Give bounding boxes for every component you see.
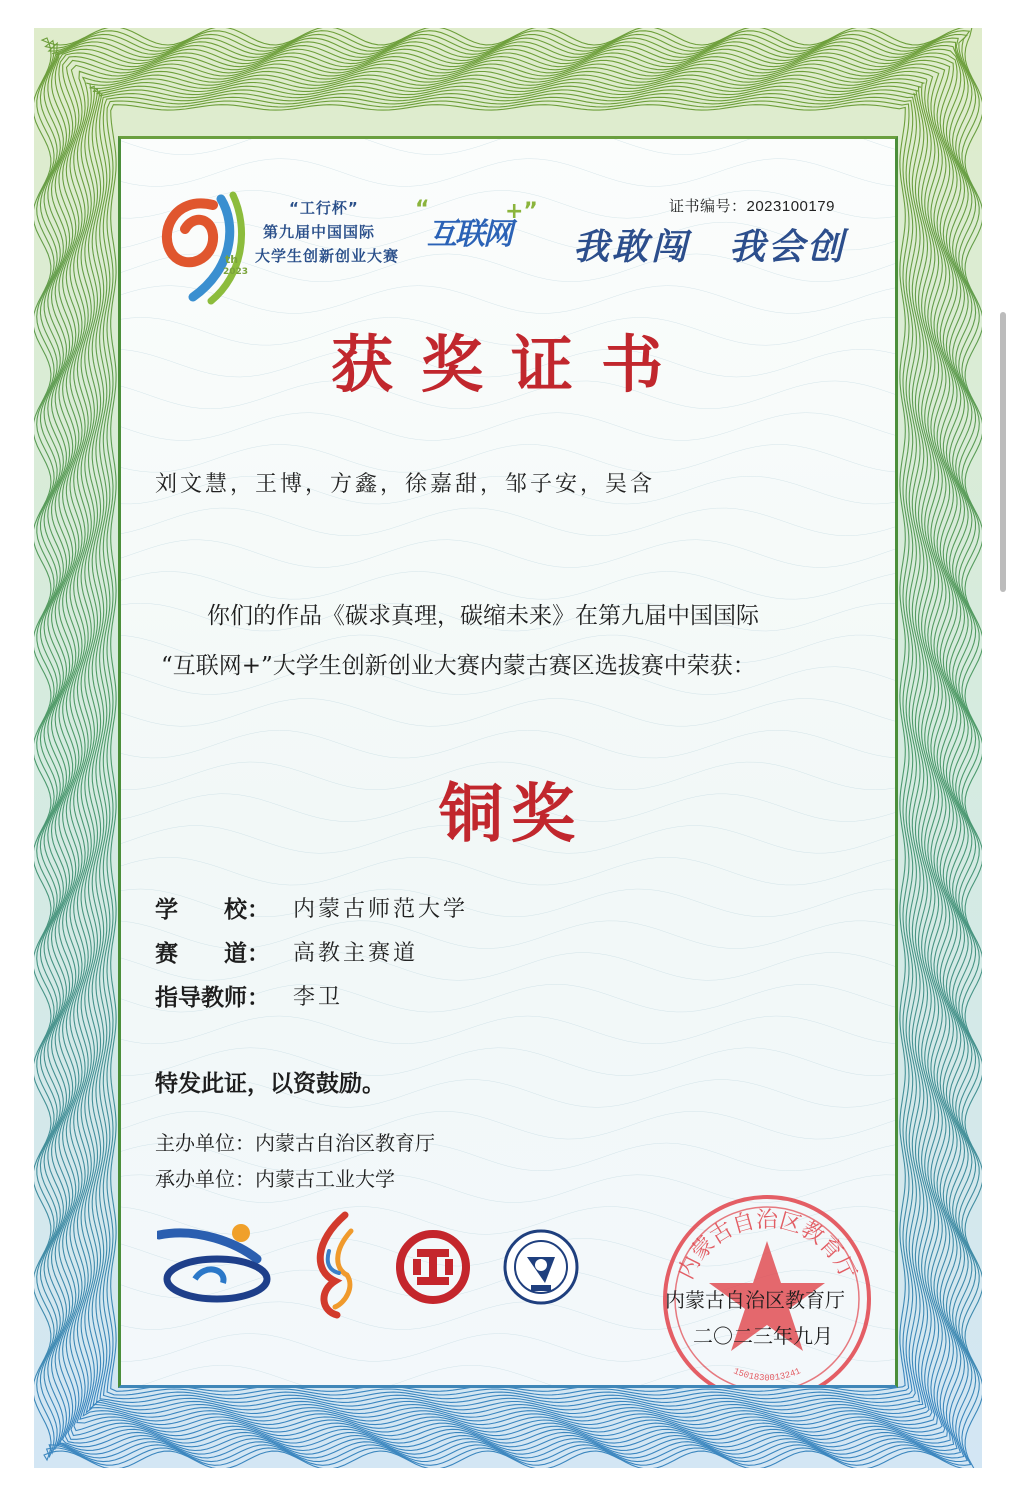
contest-9th-logo-icon <box>153 185 253 305</box>
logo-th-label: th <box>225 253 239 266</box>
internet-plus-logo-plus: +” <box>505 199 538 224</box>
issuer: 内蒙古自治区教育厅 <box>665 1290 845 1312</box>
contest-name-line3: 大学生创新创业大赛 <box>255 247 400 265</box>
closing-statement: 特发此证，以资鼓励。 <box>155 1070 385 1097</box>
background-wave <box>121 508 895 536</box>
seal-number: 1501830013241 <box>731 1366 803 1384</box>
background-wave <box>121 730 895 758</box>
host-organization: 主办单位：内蒙古自治区教育厅 <box>155 1133 435 1155</box>
background-wave <box>121 139 895 155</box>
svg-text:1501830013241 <box>732 1366 802 1383</box>
teacher-value: 李卫 <box>293 985 344 1010</box>
certificate-number: 证书编号：2023100179 <box>669 198 835 215</box>
background-wave <box>121 540 895 568</box>
internet-plus-logo-icon: 互联网 <box>427 217 511 252</box>
school-label: 学 校： <box>155 896 270 923</box>
background-wave <box>121 1016 895 1044</box>
track-value: 高教主赛道 <box>293 941 419 966</box>
scrollbar-thumb[interactable] <box>1000 312 1006 592</box>
university-emblem-icon <box>501 1227 581 1307</box>
track-label: 赛 道： <box>155 940 270 967</box>
logo-year-label: 2023 <box>223 267 249 277</box>
contest-name-line2: 第九届中国国际 <box>263 223 376 241</box>
certificate <box>34 28 982 1468</box>
seal-text: 内蒙古自治区教育厅 <box>673 1208 861 1284</box>
organizer-organization: 承办单位：内蒙古工业大学 <box>155 1169 395 1191</box>
background-wave <box>121 159 895 187</box>
recipient-names: 刘文慧，王博，方鑫，徐嘉甜，邹子安，吴含 <box>155 472 656 497</box>
slogan: 我敢闯 我会创 <box>573 227 847 268</box>
certificate-body <box>118 136 898 1388</box>
icbc-logo-icon <box>395 1229 471 1305</box>
background-wave <box>121 571 895 599</box>
contest-name-line1: “工行杯” <box>289 199 359 217</box>
body-text-line2: “互联网+”大学生创新创业大赛内蒙古赛区选拔赛中荣获： <box>161 653 756 679</box>
internet-plus-logo-quote: “ <box>415 197 430 222</box>
flame-logo-icon <box>305 1211 365 1321</box>
teacher-label: 指导教师： <box>155 984 270 1011</box>
blue-swoosh-logo-icon <box>157 1219 277 1309</box>
certificate-title: 获奖证书 <box>330 328 691 401</box>
award-level: 铜奖 <box>439 777 583 852</box>
body-text-line1: 你们的作品《碳求真理，碳缩未来》在第九届中国国际 <box>207 603 759 629</box>
issue-date: 二〇二三年九月 <box>693 1326 833 1348</box>
background-wave <box>121 857 895 885</box>
school-value: 内蒙古师范大学 <box>293 897 469 922</box>
background-wave <box>121 698 895 726</box>
background-wave <box>121 413 895 441</box>
